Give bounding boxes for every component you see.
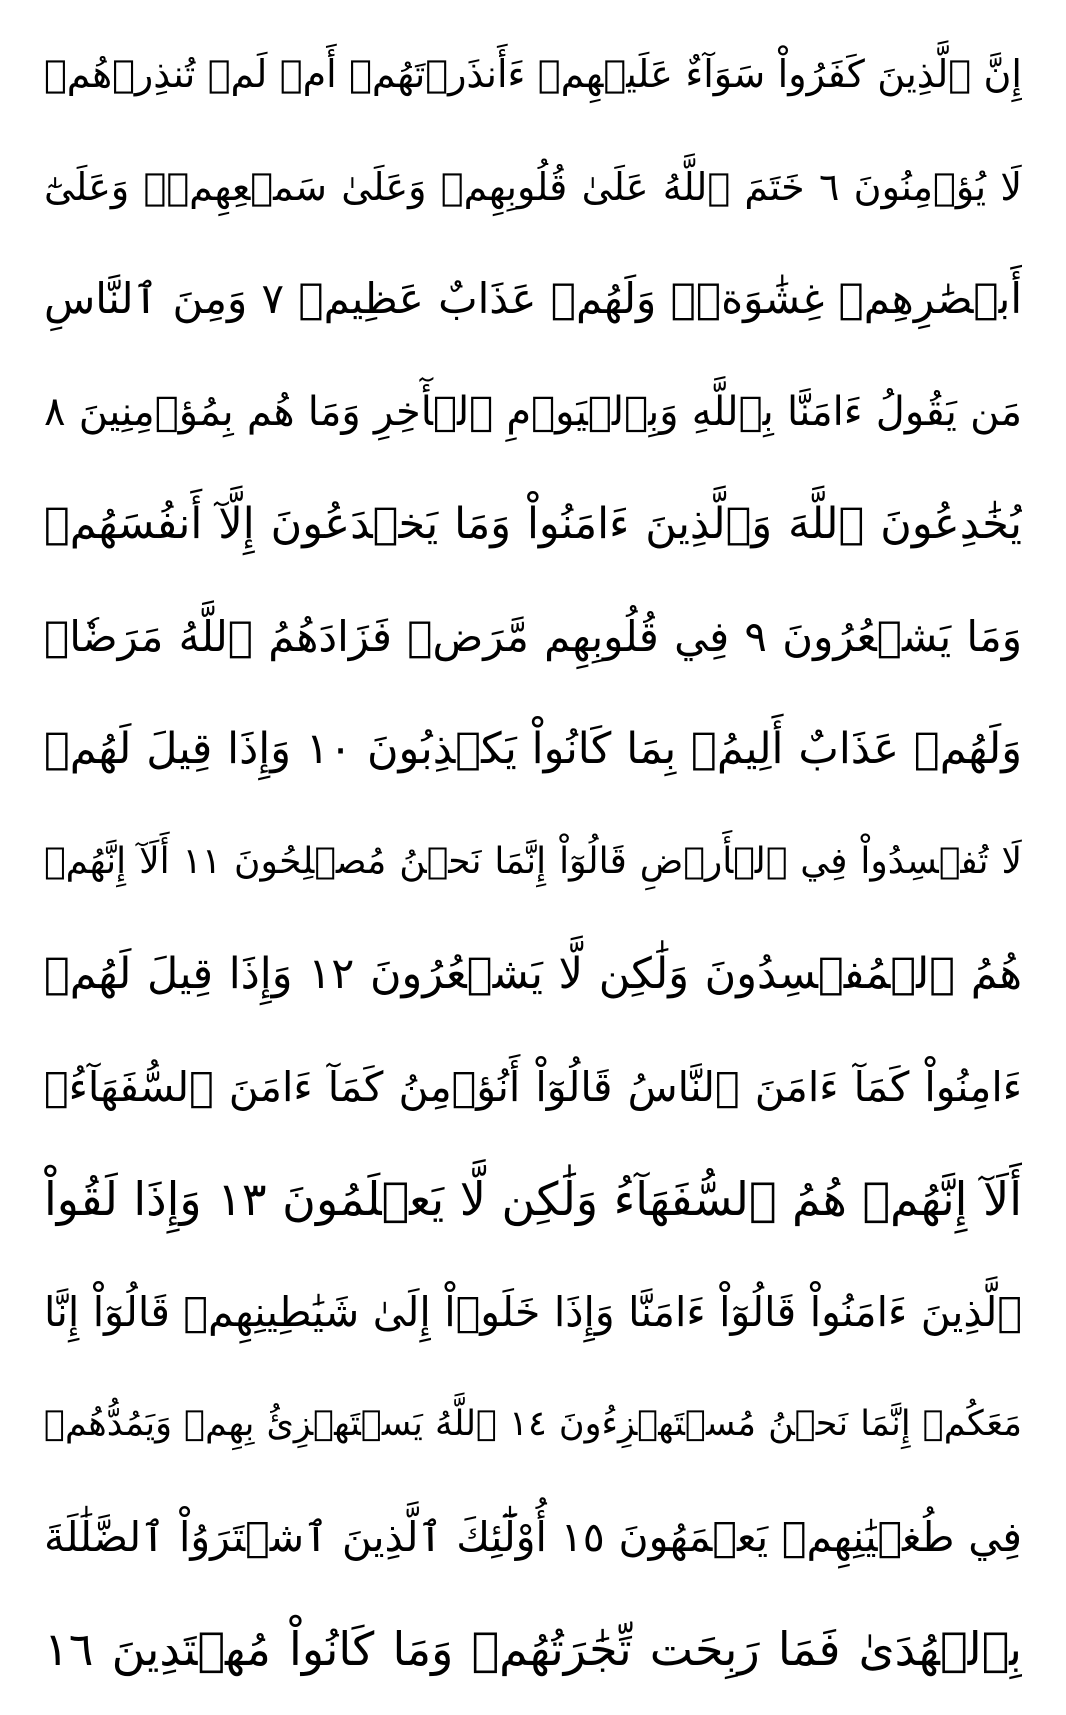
text-line-4: مَن يَقُولُ ءَامَنَّا بِٱللَّهِ وَبِٱلۡيَوۡمِ ٱلۡأٓخِرِ وَمَا هُم بِمُؤۡمِنِينَ ٨ — [44, 388, 1022, 435]
text-line-12: ٱلَّذِينَ ءَامَنُواْ قَالُوٓاْ ءَامَنَّا وَإِذَا خَلَوۡاْ إِلَىٰ شَيَٰطِينِهِمۡ قَالُوٓاْ إِنَّا — [44, 1287, 1022, 1336]
text-line-11: أَلَآ إِنَّهُمۡ هُمُ ٱلسُّفَهَآءُ وَلَٰكِن لَّا يَعۡلَمُونَ ١٣ وَإِذَا لَقُواْ — [44, 1172, 1022, 1226]
text-line-9: هُمُ ٱلۡمُفۡسِدُونَ وَلَٰكِن لَّا يَشۡعُرُونَ ١٢ وَإِذَا قِيلَ لَهُمۡ — [44, 949, 1022, 999]
text-line-8: لَا تُفۡسِدُواْ فِي ٱلۡأَرۡضِ قَالُوٓاْ إِنَّمَا نَحۡنُ مُصۡلِحُونَ ١١ أَلَآ إِنَّهُمۡ — [44, 840, 1022, 882]
text-line-2: لَا يُؤۡمِنُونَ ٦ خَتَمَ ٱللَّهُ عَلَىٰ قُلُوبِهِمۡ وَعَلَىٰ سَمۡعِهِمۡۖ وَعَلَىٰٓ — [44, 164, 1022, 209]
verse-lines — [44, 28, 1022, 1695]
text-line-6: وَمَا يَشۡعُرُونَ ٩ فِي قُلُوبِهِم مَّرَضٞ فَزَادَهُمُ ٱللَّهُ مَرَضٗاۖ — [44, 611, 1022, 661]
text-line-14: فِي طُغۡيَٰنِهِمۡ يَعۡمَهُونَ ١٥ أُوْلَٰٓئِكَ ٱلَّذِينَ ٱشۡتَرَوُاْ ٱلضَّلَٰلَةَ — [44, 1512, 1022, 1561]
text-line-3: أَبۡصَٰرِهِمۡ غِشَٰوَةٞۖ وَلَهُمۡ عَذَابٌ عَظِيمٞ ٧ وَمِنَ ٱلنَّاسِ — [44, 274, 1022, 323]
text-line-5: يُخَٰدِعُونَ ٱللَّهَ وَٱلَّذِينَ ءَامَنُواْ وَمَا يَخۡدَعُونَ إِلَّآ أَنفُسَهُمۡ — [44, 499, 1022, 549]
text-line-7: وَلَهُمۡ عَذَابٌ أَلِيمُۢ بِمَا كَانُواْ يَكۡذِبُونَ ١٠ وَإِذَا قِيلَ لَهُمۡ — [44, 724, 1022, 774]
text-line-13: مَعَكُمۡ إِنَّمَا نَحۡنُ مُسۡتَهۡزِءُونَ ١٤ ٱللَّهُ يَسۡتَهۡزِئُ بِهِمۡ وَيَمُدُّهُمۡ — [44, 1404, 1022, 1444]
text-line-1: إِنَّ ٱلَّذِينَ كَفَرُواْ سَوَآءٌ عَلَيۡهِمۡ ءَأَنذَرۡتَهُمۡ أَمۡ لَمۡ تُنذِرۡهُمۡ — [44, 52, 1022, 96]
text-line-15: بِٱلۡهُدَىٰ فَمَا رَبِحَت تِّجَٰرَتُهُمۡ وَمَا كَانُواْ مُهۡتَدِينَ ١٦ — [44, 1622, 1022, 1676]
text-line-10: ءَامِنُواْ كَمَآ ءَامَنَ ٱلنَّاسُ قَالُوٓاْ أَنُؤۡمِنُ كَمَآ ءَامَنَ ٱلسُّفَهَآءُۗ — [44, 1062, 1022, 1111]
